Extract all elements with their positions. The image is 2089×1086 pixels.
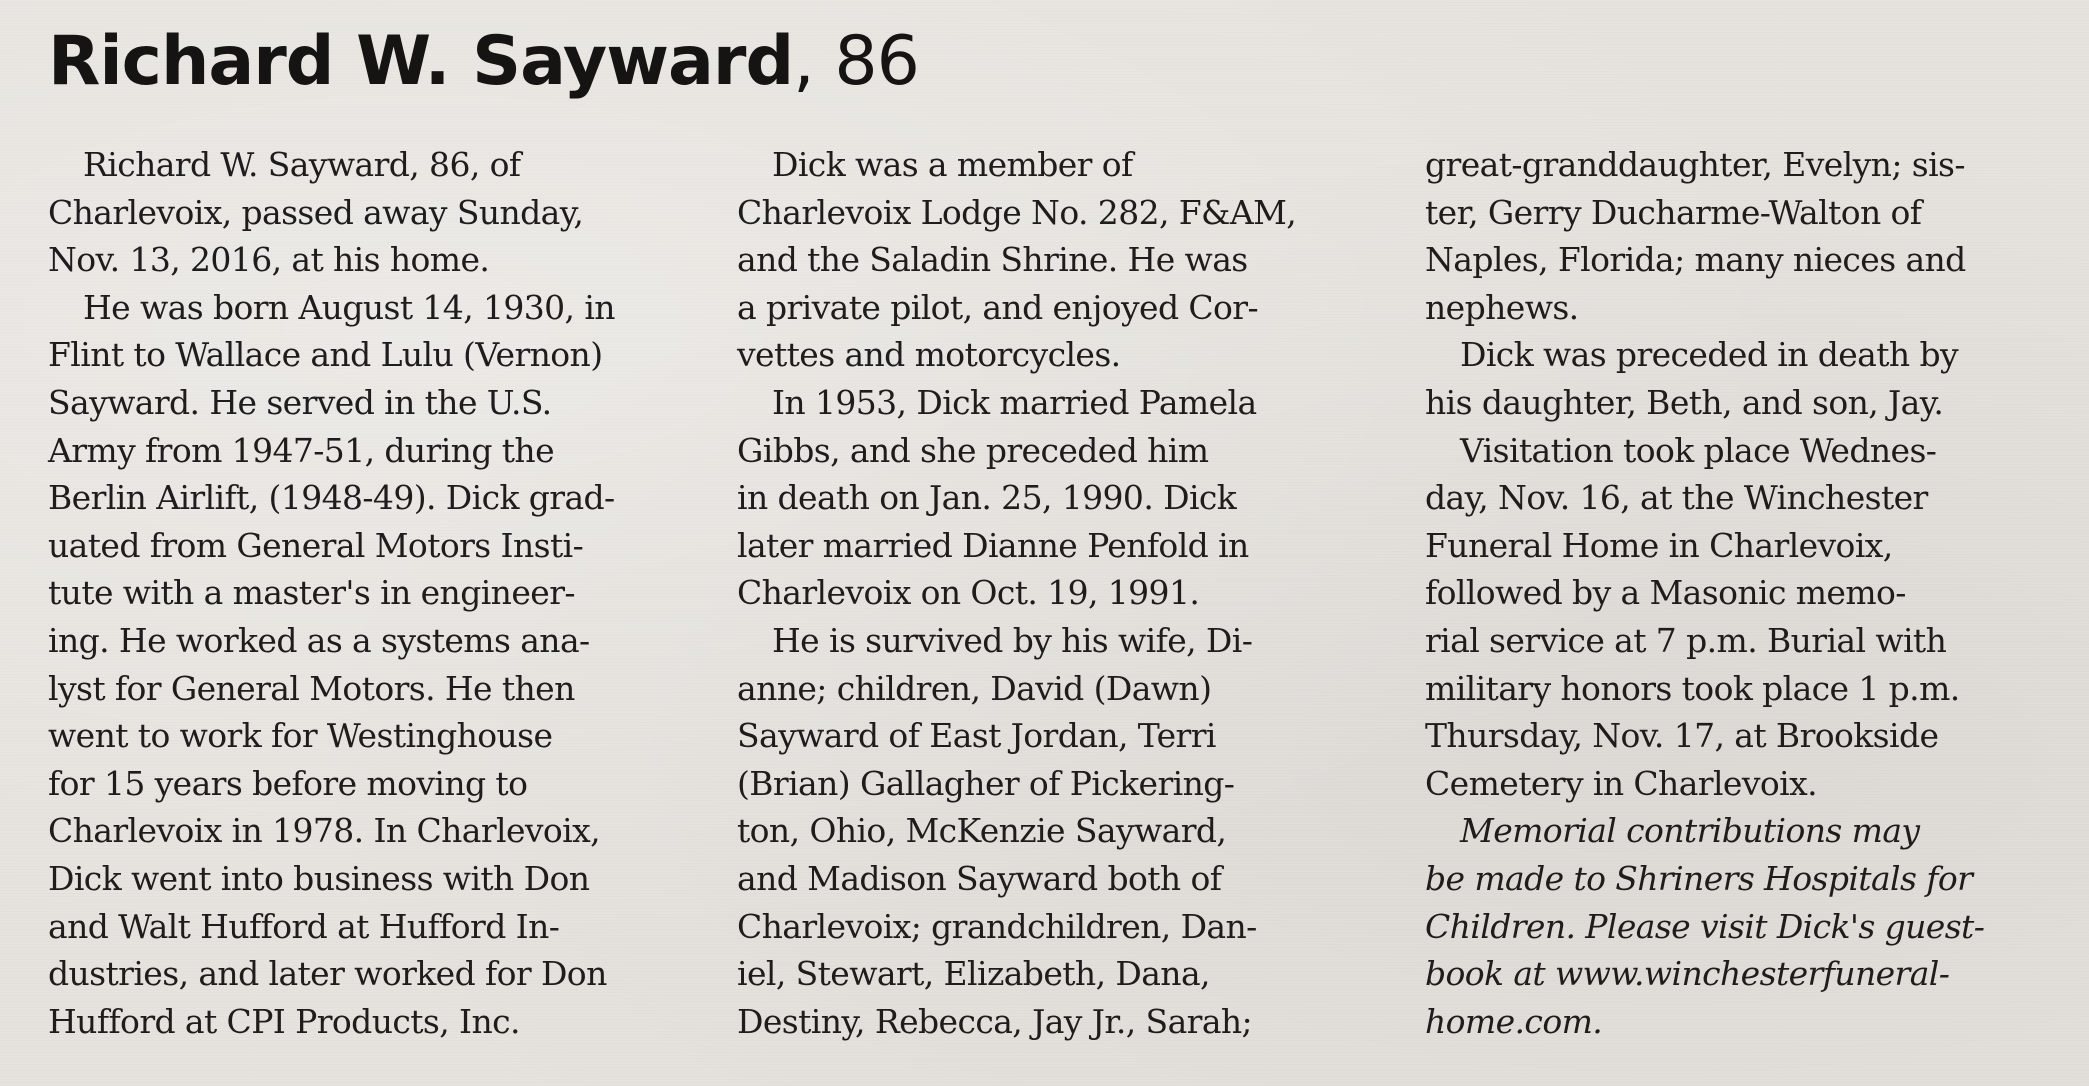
column-3-text-line: ter, Gerry Ducharme-Walton of [1425, 192, 1922, 232]
column-1-text-line: Hufford at CPI Products, Inc. [48, 1001, 520, 1041]
column-3-text-line: Dick was preceded in death by [1460, 335, 1959, 375]
column-1-text-line: lyst for General Motors. He then [48, 668, 575, 708]
column-2-text-line: Gibbs, and she preceded him [737, 430, 1209, 470]
column-1-text-line: Charlevoix, passed away Sunday, [48, 192, 584, 232]
column-2-text-line: and Madison Sayward both of [737, 858, 1222, 898]
column-3-text-line: Visitation took place Wednes- [1460, 430, 1937, 470]
column-1-text-line: uated from General Motors Insti- [48, 525, 584, 565]
column-3-text-line: Cemetery in Charlevoix. [1425, 763, 1817, 803]
headline-name: Richard W. Sayward [48, 22, 794, 101]
column-3-text-line: great-granddaughter, Evelyn; sis- [1425, 145, 1965, 184]
column-1-text-line: dustries, and later worked for Don [48, 954, 607, 994]
column-3-text-line: followed by a Masonic memo- [1425, 573, 1906, 613]
column-1-text-line: ing. He worked as a systems ana- [48, 620, 590, 660]
column-1-text-line: Army from 1947-51, during the [48, 430, 554, 470]
column-2-text-line: Charlevoix Lodge No. 282, F&AM, [737, 192, 1297, 232]
column-1-text-line: He was born August 14, 1930, in [83, 287, 615, 327]
column-2-text-line: Charlevoix; grandchildren, Dan- [737, 906, 1257, 946]
column-3-text-line: nephews. [1425, 287, 1579, 327]
column-1-text-line: Richard W. Sayward, 86, of [83, 145, 521, 184]
column-2-text-line: a private pilot, and enjoyed Cor- [737, 287, 1259, 327]
column-3-text-line: his daughter, Beth, and son, Jay. [1425, 382, 1944, 422]
column-1-text-line: for 15 years before moving to [48, 763, 528, 803]
column-1-text-line: Berlin Airlift, (1948-49). Dick grad- [48, 478, 615, 518]
headline-age: , 86 [793, 22, 919, 101]
column-2-text-line: vettes and motorcycles. [737, 335, 1121, 375]
column-3-text-line: rial service at 7 p.m. Burial with [1425, 620, 1947, 660]
column-1-text-line: tute with a master's in engineer- [48, 573, 575, 613]
column-2-text-line: iel, Stewart, Elizabeth, Dana, [737, 954, 1210, 994]
column-3-text-line: book at www.winchesterfuneral- [1425, 954, 1950, 994]
column-2-text-line: (Brian) Gallagher of Pickering- [737, 763, 1235, 803]
column-1-text-line: Dick went into business with Don [48, 858, 590, 898]
column-2-text-line: He is survived by his wife, Di- [772, 620, 1253, 660]
column-3-text-line: Thursday, Nov. 17, at Brookside [1425, 716, 1939, 756]
column-3-text-line: home.com. [1425, 1001, 1603, 1041]
column-3-text-line: Naples, Florida; many nieces and [1425, 240, 1966, 280]
column-3-text-line: Memorial contributions may [1460, 811, 1920, 851]
column-3-text-line: Children. Please visit Dick's guest- [1425, 906, 1985, 946]
column-3-text-line: day, Nov. 16, at the Winchester [1425, 478, 1928, 518]
column-2-text-line: Destiny, Rebecca, Jay Jr., Sarah; [737, 1001, 1253, 1041]
column-2-text-line: In 1953, Dick married Pamela [772, 382, 1257, 422]
column-2-text-line: in death on Jan. 25, 1990. Dick [737, 478, 1237, 518]
column-3-text-line: Funeral Home in Charlevoix, [1425, 525, 1893, 565]
column-2-text-line: later married Dianne Penfold in [737, 525, 1249, 565]
article-column-2 [737, 141, 1296, 1045]
column-1-text-line: Sayward. He served in the U.S. [48, 382, 552, 422]
column-1-text-line: and Walt Hufford at Hufford In- [48, 906, 560, 946]
column-2-text-line: and the Saladin Shrine. He was [737, 240, 1248, 280]
column-2-text-line: anne; children, David (Dawn) [737, 668, 1212, 708]
column-2-text-line: Sayward of East Jordan, Terri [737, 716, 1216, 756]
column-1-text-line: went to work for Westinghouse [48, 716, 553, 756]
column-1-text-line: Flint to Wallace and Lulu (Vernon) [48, 335, 603, 375]
obituary-headline [48, 22, 919, 102]
column-1-text-line: Nov. 13, 2016, at his home. [48, 240, 490, 280]
column-2-text-line: ton, Ohio, McKenzie Sayward, [737, 811, 1227, 851]
article-column-3 [1425, 141, 1984, 1045]
column-2-text-line: Dick was a member of [772, 145, 1133, 184]
column-3-text-line: military honors took place 1 p.m. [1425, 668, 1960, 708]
column-3-text-line: be made to Shriners Hospitals for [1425, 858, 1973, 898]
column-2-text-line: Charlevoix on Oct. 19, 1991. [737, 573, 1200, 613]
article-column-1 [48, 141, 615, 1045]
column-1-text-line: Charlevoix in 1978. In Charlevoix, [48, 811, 601, 851]
